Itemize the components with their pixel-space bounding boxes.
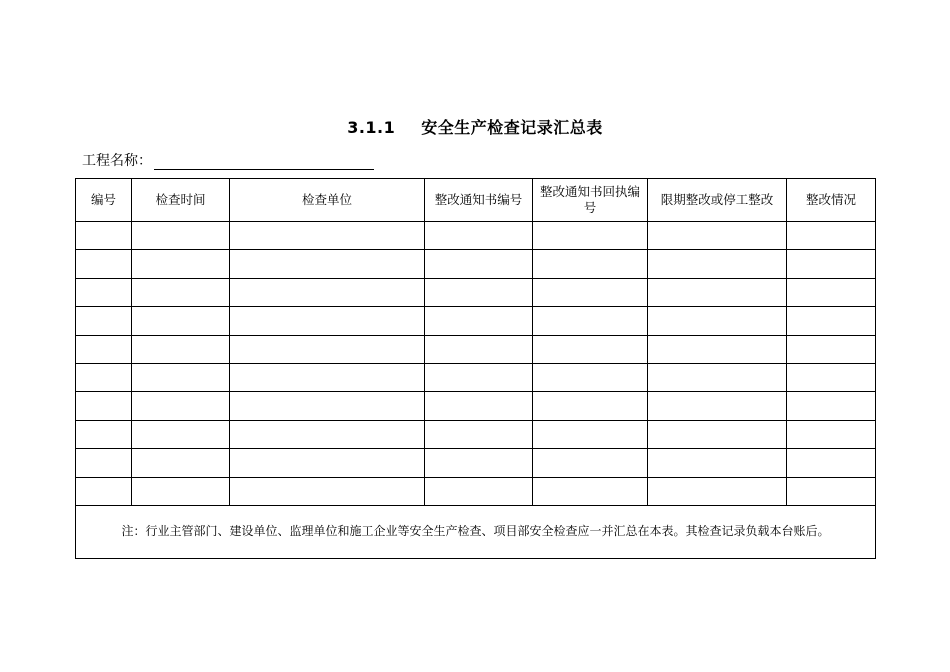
table-cell[interactable] bbox=[425, 420, 533, 448]
table-cell[interactable] bbox=[76, 477, 132, 505]
note-row bbox=[76, 505, 876, 558]
header-cell-inspection-time: 检查时间 bbox=[132, 179, 230, 222]
header-cell-inspection-unit: 检查单位 bbox=[230, 179, 425, 222]
table-cell[interactable] bbox=[230, 392, 425, 420]
table-cell[interactable] bbox=[76, 449, 132, 477]
table-cell[interactable] bbox=[230, 278, 425, 306]
table-cell[interactable] bbox=[230, 307, 425, 335]
table-row bbox=[76, 222, 876, 250]
table-cell[interactable] bbox=[648, 392, 787, 420]
table-cell[interactable] bbox=[132, 335, 230, 363]
header-cell-receipt-number: 整改通知书回执编号 bbox=[533, 179, 648, 222]
table-cell[interactable] bbox=[533, 278, 648, 306]
page-title bbox=[0, 115, 950, 138]
table-cell[interactable] bbox=[787, 420, 876, 448]
table-row bbox=[76, 363, 876, 391]
table-cell[interactable] bbox=[76, 222, 132, 250]
table-cell[interactable] bbox=[132, 477, 230, 505]
table-cell[interactable] bbox=[533, 307, 648, 335]
table-cell[interactable] bbox=[230, 449, 425, 477]
table-cell[interactable] bbox=[132, 363, 230, 391]
table-row bbox=[76, 278, 876, 306]
table-cell[interactable] bbox=[533, 420, 648, 448]
table-cell[interactable] bbox=[425, 477, 533, 505]
table-cell[interactable] bbox=[425, 392, 533, 420]
table-cell[interactable] bbox=[533, 335, 648, 363]
table-cell[interactable] bbox=[787, 222, 876, 250]
table-cell[interactable] bbox=[533, 250, 648, 278]
table-cell[interactable] bbox=[132, 250, 230, 278]
table-cell[interactable] bbox=[132, 222, 230, 250]
table-cell[interactable] bbox=[425, 278, 533, 306]
table-row bbox=[76, 335, 876, 363]
table-cell[interactable] bbox=[787, 335, 876, 363]
table-cell[interactable] bbox=[425, 250, 533, 278]
header-cell-notice-number: 整改通知书编号 bbox=[425, 179, 533, 222]
table-row bbox=[76, 420, 876, 448]
table-cell[interactable] bbox=[787, 477, 876, 505]
table-cell[interactable] bbox=[533, 363, 648, 391]
table-cell[interactable] bbox=[76, 335, 132, 363]
table-cell[interactable] bbox=[76, 250, 132, 278]
table-cell[interactable] bbox=[425, 335, 533, 363]
table-cell[interactable] bbox=[76, 363, 132, 391]
table-cell[interactable] bbox=[132, 449, 230, 477]
table-row bbox=[76, 477, 876, 505]
table-cell[interactable] bbox=[76, 307, 132, 335]
header-cell-deadline-rectification: 限期整改或停工整改 bbox=[648, 179, 787, 222]
table-cell[interactable] bbox=[230, 335, 425, 363]
table-cell[interactable] bbox=[648, 307, 787, 335]
table-cell[interactable] bbox=[787, 392, 876, 420]
table-cell[interactable] bbox=[425, 307, 533, 335]
section-number: 3.1.1 bbox=[347, 118, 396, 137]
table-cell[interactable] bbox=[230, 250, 425, 278]
table-cell[interactable] bbox=[648, 335, 787, 363]
table-cell[interactable] bbox=[230, 363, 425, 391]
table-cell[interactable] bbox=[425, 222, 533, 250]
table-cell[interactable] bbox=[425, 449, 533, 477]
table-cell[interactable] bbox=[533, 477, 648, 505]
table-row bbox=[76, 449, 876, 477]
table-cell[interactable] bbox=[648, 420, 787, 448]
header-cell-number: 编号 bbox=[76, 179, 132, 222]
table-cell[interactable] bbox=[533, 449, 648, 477]
table-cell[interactable] bbox=[132, 420, 230, 448]
table-note: 注：行业主管部门、建设单位、监理单位和施工企业等安全生产检查、项目部安全检查应一并汇总在本表。其检查记录负载本台账后。 bbox=[76, 505, 876, 558]
table-cell[interactable] bbox=[132, 392, 230, 420]
table-cell[interactable] bbox=[787, 250, 876, 278]
project-name-row bbox=[82, 150, 374, 170]
table-cell[interactable] bbox=[76, 278, 132, 306]
table-cell[interactable] bbox=[132, 278, 230, 306]
project-name-label: 工程名称： bbox=[82, 153, 152, 169]
table-cell[interactable] bbox=[787, 278, 876, 306]
table-cell[interactable] bbox=[132, 307, 230, 335]
table-cell[interactable] bbox=[648, 363, 787, 391]
table-cell[interactable] bbox=[648, 222, 787, 250]
table-cell[interactable] bbox=[76, 420, 132, 448]
table-row bbox=[76, 250, 876, 278]
table-cell[interactable] bbox=[230, 477, 425, 505]
table-body bbox=[76, 222, 876, 506]
table-cell[interactable] bbox=[787, 307, 876, 335]
table-cell[interactable] bbox=[648, 449, 787, 477]
table-cell[interactable] bbox=[76, 392, 132, 420]
table-cell[interactable] bbox=[648, 250, 787, 278]
summary-table bbox=[75, 178, 876, 559]
header-cell-rectification-status: 整改情况 bbox=[787, 179, 876, 222]
table-cell[interactable] bbox=[230, 420, 425, 448]
table-cell[interactable] bbox=[648, 477, 787, 505]
table-cell[interactable] bbox=[533, 392, 648, 420]
title-text: 安全生产检查记录汇总表 bbox=[421, 118, 603, 137]
table-row bbox=[76, 392, 876, 420]
table-cell[interactable] bbox=[648, 278, 787, 306]
table-cell[interactable] bbox=[230, 222, 425, 250]
table-cell[interactable] bbox=[787, 449, 876, 477]
table-row bbox=[76, 307, 876, 335]
table-cell[interactable] bbox=[533, 222, 648, 250]
project-name-field[interactable] bbox=[154, 151, 374, 170]
table-header-row bbox=[76, 179, 876, 222]
table-cell[interactable] bbox=[787, 363, 876, 391]
table-cell[interactable] bbox=[425, 363, 533, 391]
